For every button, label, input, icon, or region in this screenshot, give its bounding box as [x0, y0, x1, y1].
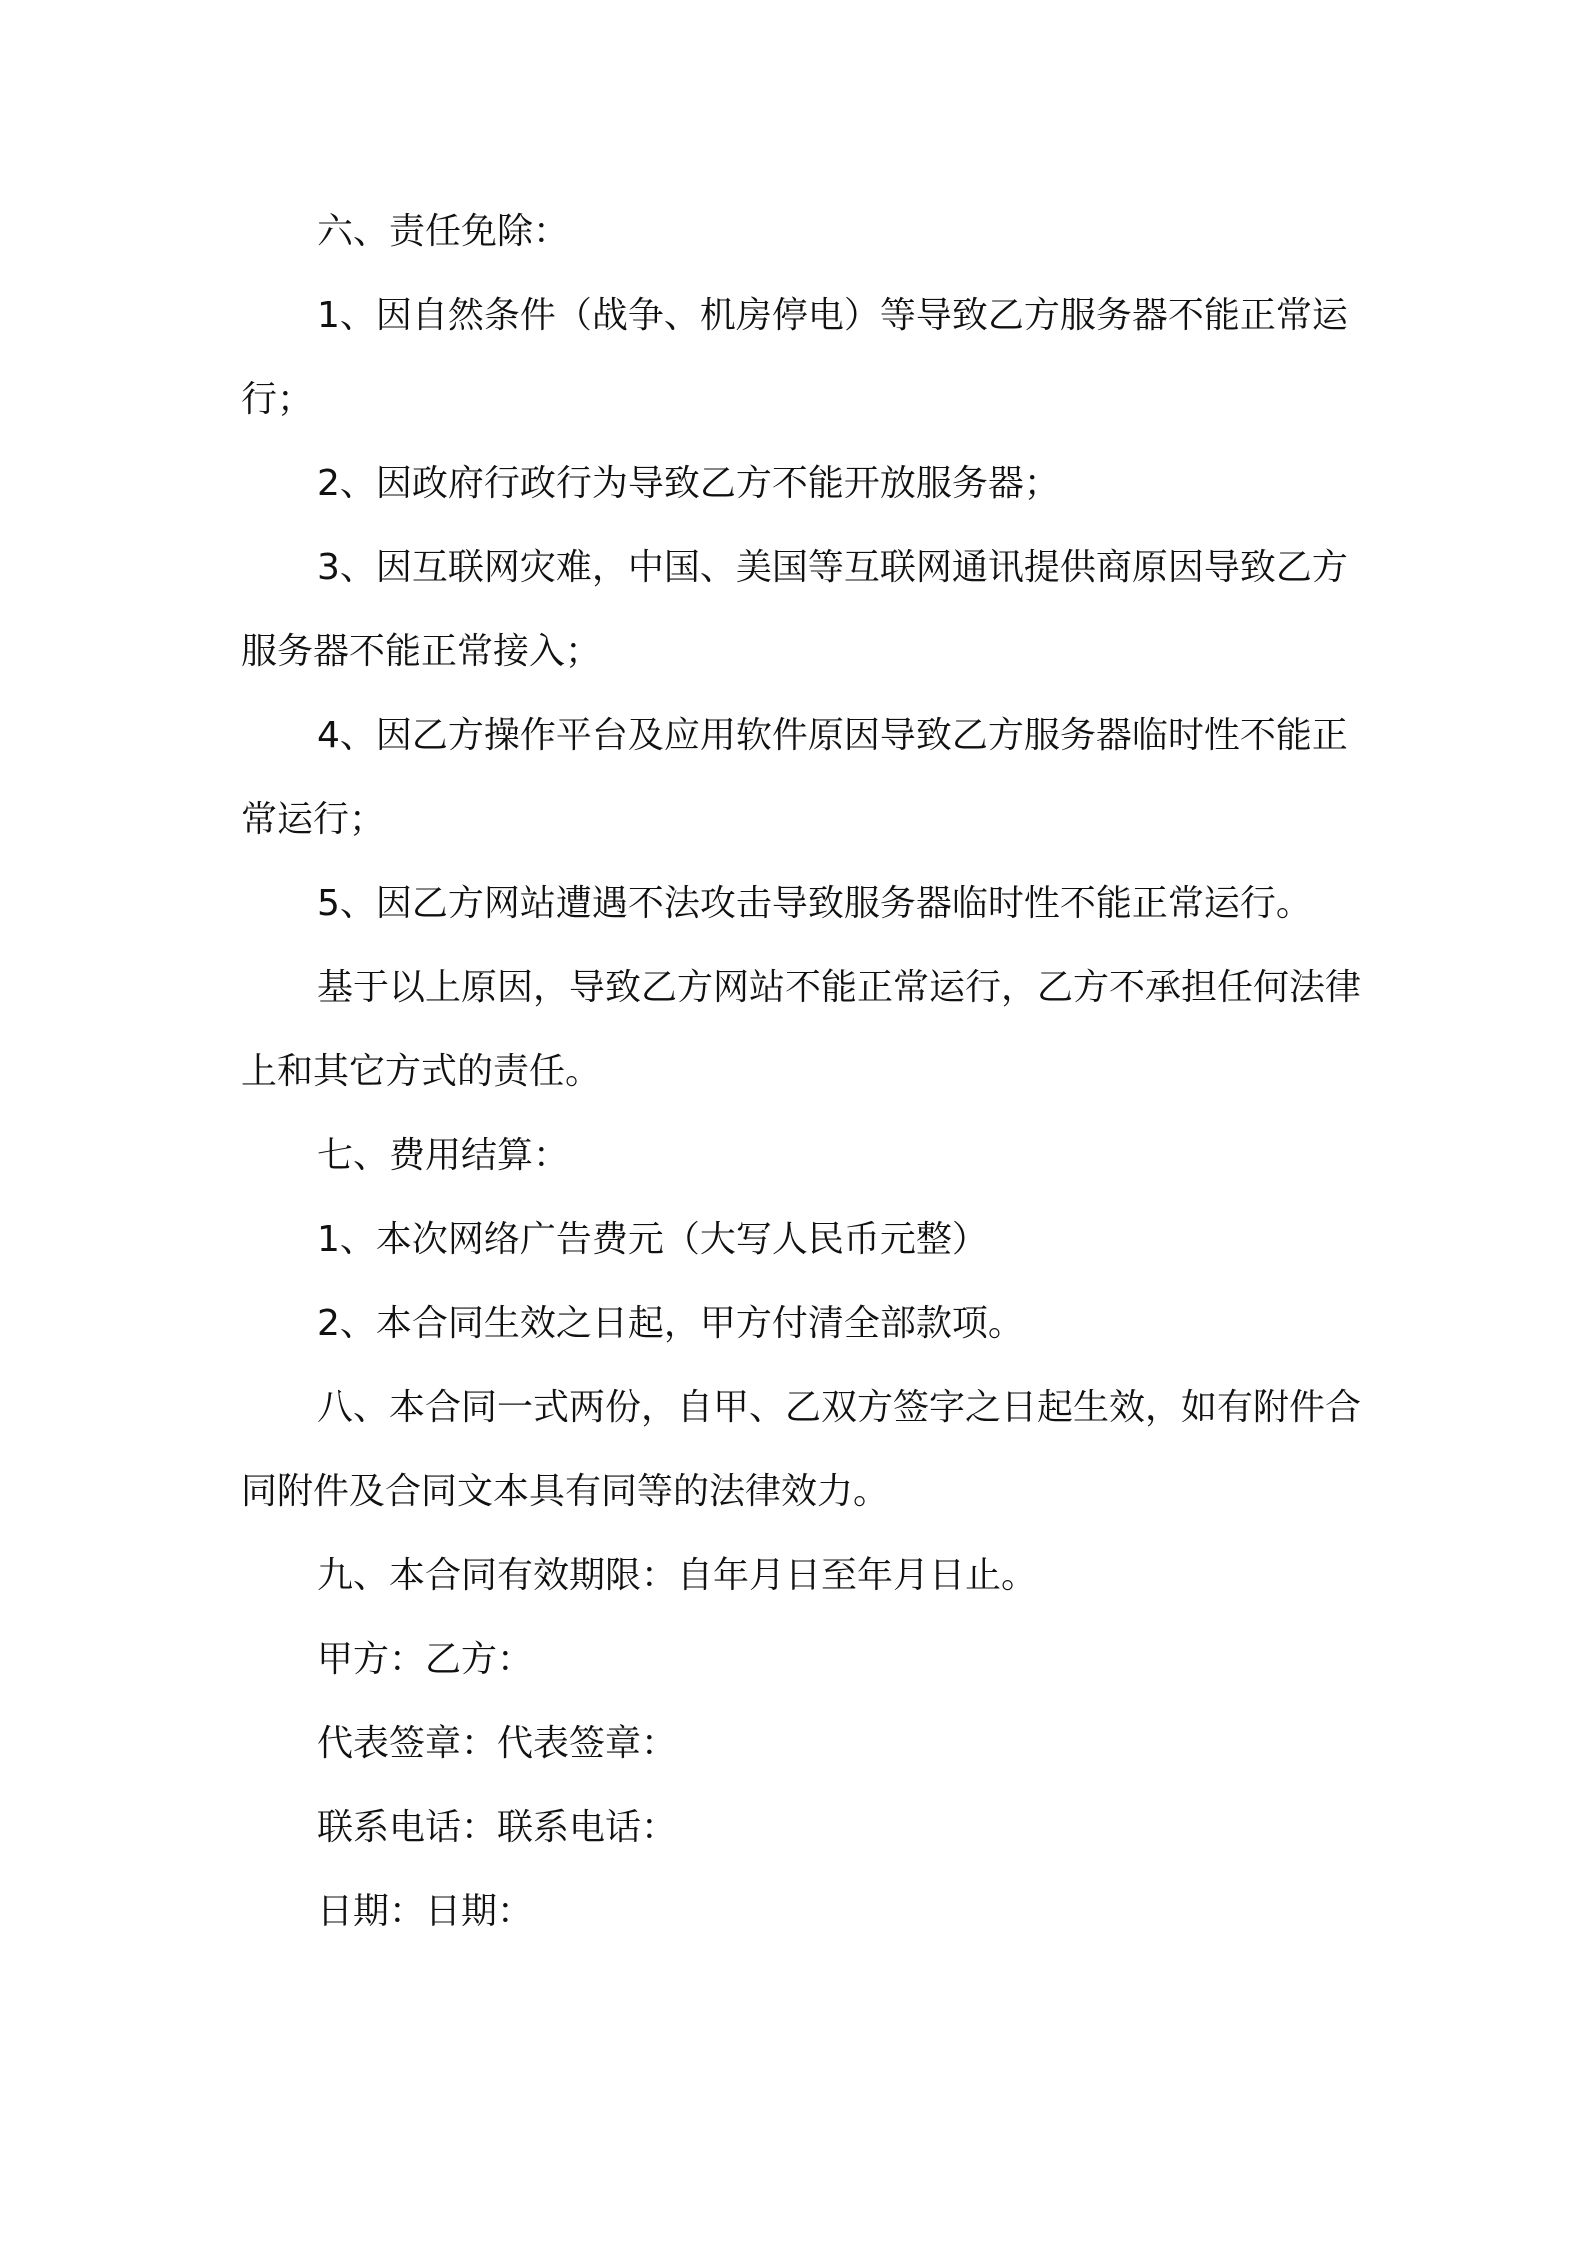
section-heading-liability-exemption: 六、责任免除：	[317, 211, 570, 252]
signature-parties: 甲方：乙方：	[317, 1639, 534, 1680]
signature-phones: 联系电话：联系电话：	[317, 1807, 678, 1848]
document-body	[241, 190, 1361, 1954]
exemption-item-1: 1、因自然条件（战争、机房停电）等导致乙方服务器不能正常运行；	[241, 295, 1348, 420]
exemption-summary: 基于以上原因，导致乙方网站不能正常运行，乙方不承担任何法律上和其它方式的责任。	[241, 967, 1362, 1092]
exemption-item-2: 2、因政府行政行为导致乙方不能开放服务器；	[317, 463, 1060, 504]
fee-item-1: 1、本次网络广告费元（大写人民币元整）	[317, 1219, 988, 1260]
signature-dates: 日期：日期：	[317, 1891, 534, 1932]
section-contract-copies: 八、本合同一式两份，自甲、乙双方签字之日起生效，如有附件合同附件及合同文本具有同等的法律效力。	[241, 1387, 1362, 1512]
section-contract-term: 九、本合同有效期限：自年月日至年月日止。	[317, 1555, 1038, 1596]
signature-representatives: 代表签章：代表签章：	[317, 1723, 678, 1764]
fee-item-2: 2、本合同生效之日起，甲方付清全部款项。	[317, 1303, 1024, 1344]
exemption-item-4: 4、因乙方操作平台及应用软件原因导致乙方服务器临时性不能正常运行；	[241, 715, 1348, 840]
exemption-item-3: 3、因互联网灾难，中国、美国等互联网通讯提供商原因导致乙方服务器不能正常接入；	[241, 547, 1348, 672]
exemption-item-5: 5、因乙方网站遭遇不法攻击导致服务器临时性不能正常运行。	[317, 883, 1312, 924]
section-heading-fee-settlement: 七、费用结算：	[317, 1135, 570, 1176]
